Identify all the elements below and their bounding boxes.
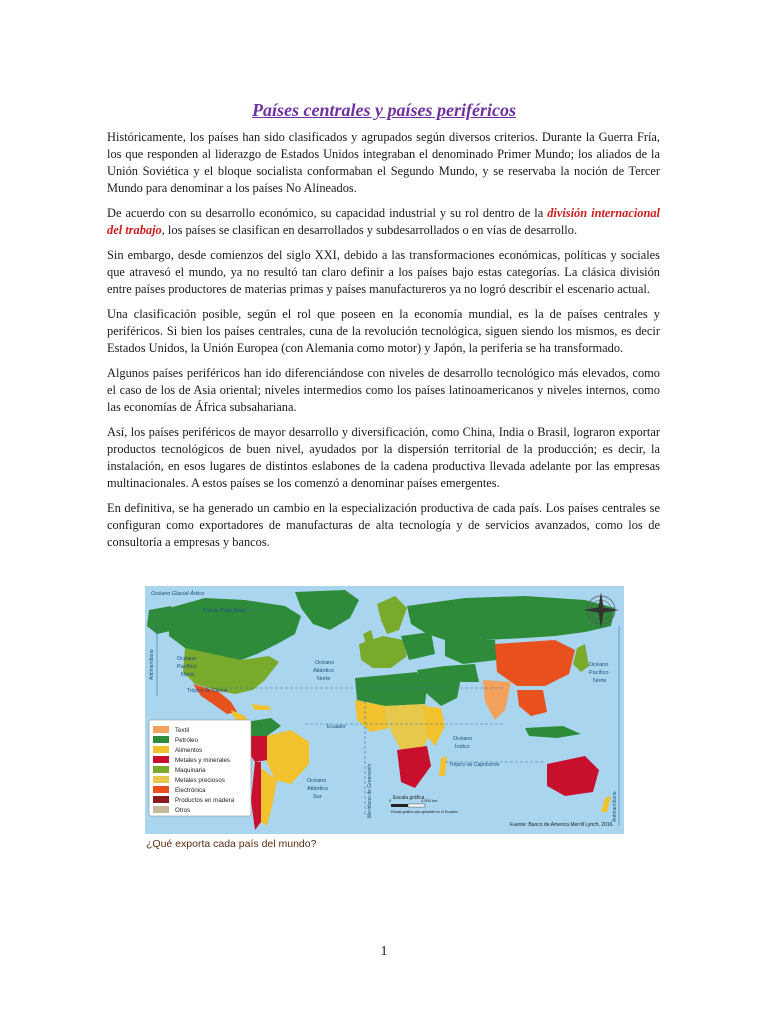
legend-swatch xyxy=(153,776,169,783)
label-indico: Océano Índico xyxy=(453,736,473,750)
legend-swatch xyxy=(153,736,169,743)
label-tropico-capricornio: Trópico de Capricornio xyxy=(449,762,500,768)
label-glacial: Océano Glacial Ártico xyxy=(151,591,205,597)
page-title: Países centrales y países periféricos xyxy=(252,100,516,120)
label-atlantico-s: Océano Atlántico Sur xyxy=(307,778,329,800)
legend-label: Metales preciosos xyxy=(175,777,225,784)
paragraph-2-start: De acuerdo con su desarrollo económico, su capacidad industrial y su rol dentro de la xyxy=(107,206,548,220)
paragraph-2 xyxy=(107,205,660,239)
legend-swatch xyxy=(153,806,169,813)
svg-text:Escala gráfica solo aplicable: Escala gráfica solo aplicable en el Ecuador xyxy=(391,810,458,814)
north-africa xyxy=(355,672,427,706)
svg-text:4.000 km: 4.000 km xyxy=(421,798,438,803)
label-greenwich: Meridiano de Greenwich xyxy=(367,763,373,818)
map-legend xyxy=(149,720,251,816)
label-circulo: Círculo Polar Ártico xyxy=(203,608,247,614)
label-atlantico-n: Océano Atlántico Norte xyxy=(313,660,335,682)
paragraph-7: En definitiva, se ha generado un cambio en la especialización productiva de cada país. Los países centrales se configuran como exportadores de manufacturas de alta tecnología y de servicios avanzados, como los de consultoría a empresas y bancos. xyxy=(107,501,660,549)
legend-label: Otros xyxy=(175,807,191,814)
paragraph-5: Algunos países periféricos han ido diferenciándose con niveles de desarrollo tecnológico más elevados, como el caso de los de Asia oriental; niveles intermedios como los países latinoamericanos y niveles internos, como las economías de África subsahariana. xyxy=(107,366,660,414)
body-text xyxy=(107,129,660,559)
svg-text:Escala gráfica: Escala gráfica xyxy=(393,795,425,801)
label-ecuador: Ecuador xyxy=(327,724,346,730)
legend-label: Metales y minerales xyxy=(175,757,231,764)
legend-label: Productos en madera xyxy=(175,797,235,804)
paragraph-2-end: , los países se clasifican en desarrollados y subdesarrollados o en vías de desarrollo. xyxy=(161,223,578,237)
label-pacifico-n2: Océano Pacífico Norte xyxy=(589,662,609,684)
legend-swatch xyxy=(153,796,169,803)
legend-swatch xyxy=(153,766,169,773)
legend-label: Maquinaria xyxy=(175,767,206,774)
world-export-map xyxy=(145,586,624,851)
paragraph-6: Así, los países periféricos de mayor desarrollo y diversificación, como China, India o Brasil, lograron exportar productos tecnológicos de buen nivel, ayudados por la dispersión territorial de la producción; es decir, la instalación, en esos lugares de distintos eslabones de la cadena productiva llevada adelante por las empresas multinacionales. A estos países se los comenzó a denominar países emergentes. xyxy=(107,425,660,490)
legend-label: Petróleo xyxy=(175,737,199,744)
page-number: 1 xyxy=(380,944,388,959)
legend-label: Electrónica xyxy=(175,787,206,794)
label-antimeridiano-right: Antimeridiano xyxy=(612,791,618,822)
map-caption xyxy=(145,834,624,851)
map-caption-text: ¿Qué exporta cada país del mundo? xyxy=(146,838,317,850)
paragraph-4: Una clasificación posible, según el rol que poseen en la economía mundial, es la de países centrales y periféricos. Si bien los países centrales, cuna de la revolución tecnológica, siguen siendo los mismos, es decir Estados Unidos, la Unión Europea (con Alemania como motor) y Japón, la periferia se ha transformado. xyxy=(107,307,660,355)
map-source: Fuente: Banco de America Merrill Lynch, 2016. xyxy=(510,822,614,828)
legend-label: Alimentos xyxy=(175,747,203,754)
legend-swatch xyxy=(153,746,169,753)
legend-swatch xyxy=(153,786,169,793)
label-tropico-cancer: Trópico de Cáncer xyxy=(187,688,228,694)
label-pacifico-n1: Océano Pacífico Norte xyxy=(177,656,197,678)
paragraph-3: Sin embargo, desde comienzos del siglo XXI, debido a las transformaciones económicas, políticas y sociales que atravesó el mundo, ya no resultó tan claro definir a los países bajo estas categorías. La clásica división entre países productores de materias primas y países manufactureros ya no logró describir el escenario actual. xyxy=(107,248,660,296)
svg-text:0: 0 xyxy=(389,798,392,803)
label-antimeridiano-left: Antimeridiano xyxy=(149,649,155,680)
legend-label: Textil xyxy=(175,727,190,734)
paragraph-1: Históricamente, los países han sido clasificados y agrupados según diversos criterios. Durante la Guerra Fría, los que responden al liderazgo de Estados Unidos integraban el denominado Primer Mundo; los aliados de la Unión Soviética y el bloque socialista conformaban el Segundo Mundo, y se reservaba la noción de Tercer Mundo para denominar a los países No Alineados. xyxy=(107,130,660,195)
legend-swatch xyxy=(153,756,169,763)
legend-swatch xyxy=(153,726,169,733)
highlight-term: división internacional del trabajo xyxy=(107,206,660,237)
